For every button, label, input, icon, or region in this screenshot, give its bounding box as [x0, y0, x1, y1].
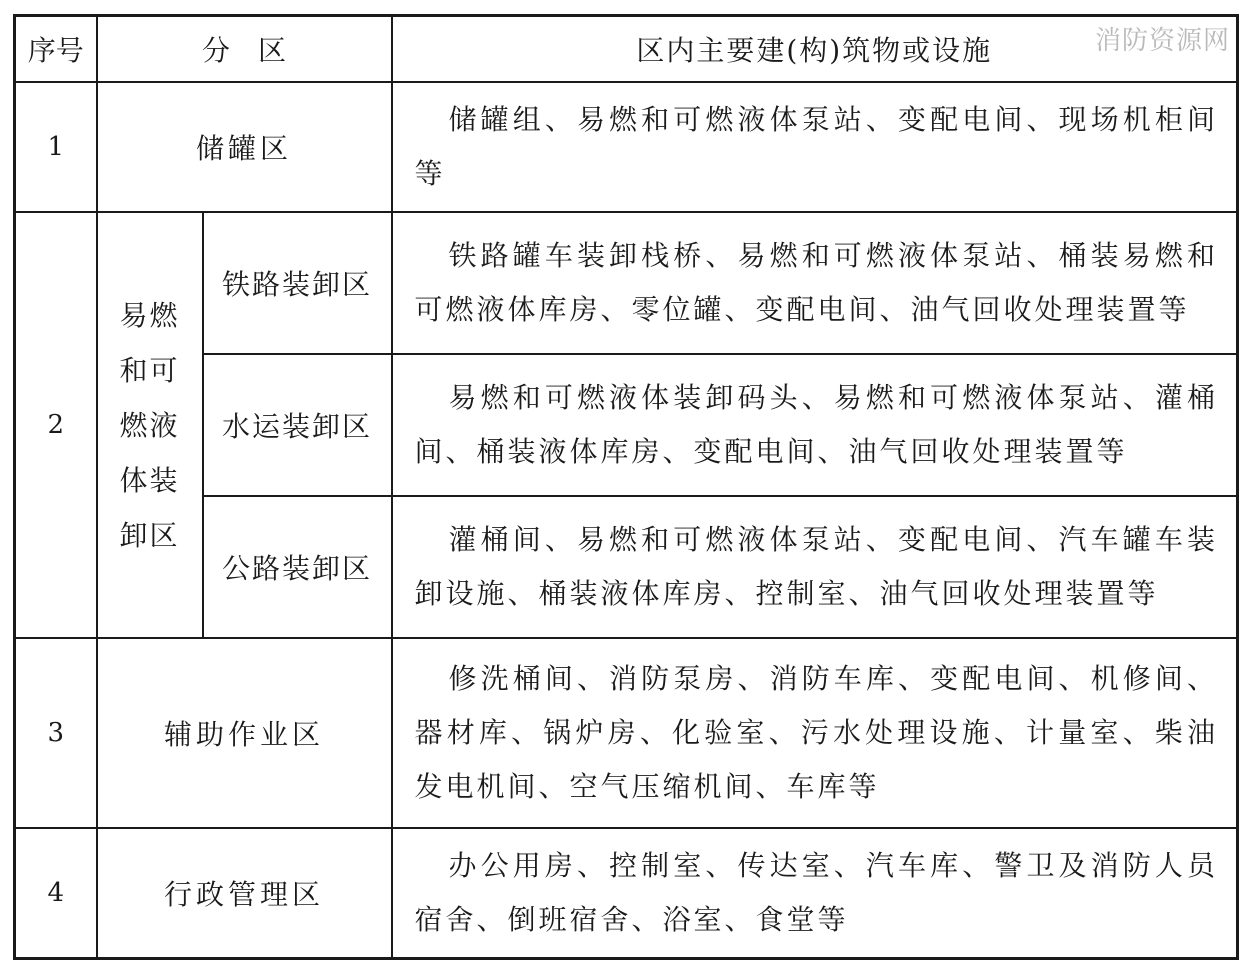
watermark-text: 消防资源网	[1094, 26, 1230, 56]
facilities-text: 修洗桶间、消防泵房、消防车库、变配电间、机修间、器材库、锅炉房、化验室、污水处理设施、计量室、柴油发电机间、空气压缩机间、车库等	[392, 638, 1238, 828]
row-number: 1	[15, 82, 97, 212]
subzone-name: 水运装卸区	[203, 354, 392, 496]
header-row	[15, 16, 1238, 83]
zone-group-line: 易燃	[119, 298, 180, 332]
header-facilities: 区内主要建(构)筑物或设施	[392, 16, 1238, 83]
facilities-text: 灌桶间、易燃和可燃液体泵站、变配电间、汽车罐车装卸设施、桶装液体库房、控制室、油气回收处理装置等	[392, 496, 1238, 638]
zone-group-line: 体装	[119, 463, 180, 497]
table-row	[15, 212, 1238, 354]
header-zone: 分 区	[97, 16, 392, 83]
zoning-table	[13, 14, 1239, 960]
row-number: 3	[15, 638, 97, 828]
zone-group-line: 燃液	[119, 408, 180, 442]
zone-group-line: 卸区	[119, 518, 180, 552]
row-number: 2	[15, 212, 97, 638]
facilities-text: 易燃和可燃液体装卸码头、易燃和可燃液体泵站、灌桶间、桶装液体库房、变配电间、油气回收处理装置等	[392, 354, 1238, 496]
facilities-text: 办公用房、控制室、传达室、汽车库、警卫及消防人员宿舍、倒班宿舍、浴室、食堂等	[392, 828, 1238, 958]
zone-name: 辅助作业区	[97, 638, 392, 828]
row-number: 4	[15, 828, 97, 958]
table-row	[15, 638, 1238, 828]
table-row	[15, 828, 1238, 958]
zone-name: 储罐区	[97, 82, 392, 212]
facilities-text: 铁路罐车装卸栈桥、易燃和可燃液体泵站、桶装易燃和可燃液体库房、零位罐、变配电间、油气回收处理装置等	[392, 212, 1238, 354]
zone-group-name	[97, 212, 203, 638]
table-row	[15, 82, 1238, 212]
zone-name: 行政管理区	[97, 828, 392, 958]
header-no: 序号	[15, 16, 97, 83]
facilities-text: 储罐组、易燃和可燃液体泵站、变配电间、现场机柜间等	[392, 82, 1238, 212]
zone-group-line: 和可	[119, 353, 180, 387]
subzone-name: 铁路装卸区	[203, 212, 392, 354]
subzone-name: 公路装卸区	[203, 496, 392, 638]
